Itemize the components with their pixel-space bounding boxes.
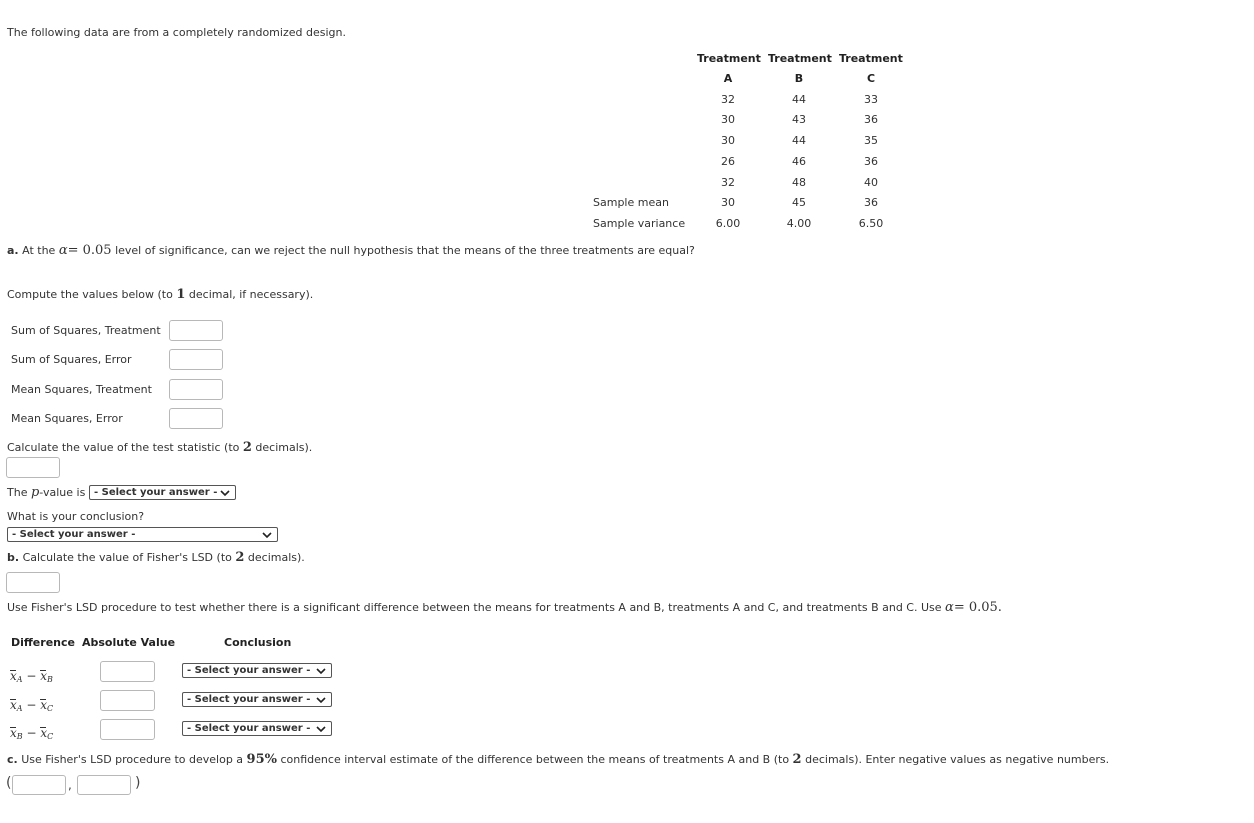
ci-close-paren: ) bbox=[135, 775, 141, 791]
part-a-question-pre: At the bbox=[22, 244, 56, 257]
part-c-post: decimals). Enter negative values as negative numbers. bbox=[805, 753, 1110, 766]
diff-bc-right: C bbox=[47, 732, 54, 741]
diff-ab-conclusion-select[interactable] bbox=[182, 663, 332, 678]
diff-ab-left: A bbox=[16, 675, 23, 684]
table-cell: 36 bbox=[864, 155, 878, 168]
ms-error-label: Mean Squares, Error bbox=[11, 412, 123, 425]
ms-treatment-label: Mean Squares, Treatment bbox=[11, 383, 152, 396]
part-c-pre: Use Fisher's LSD procedure to develop a bbox=[21, 753, 244, 766]
diff-ac-label: $x_A - x_C$ bbox=[10, 698, 54, 713]
pvalue-p: p bbox=[30, 485, 40, 500]
diff-bc-select-text: - Select your answer - bbox=[187, 723, 311, 734]
sample-mean-c: 36 bbox=[864, 196, 878, 209]
pvalue-label bbox=[7, 485, 85, 500]
sample-mean-label: Sample mean bbox=[593, 196, 669, 209]
part-a-question bbox=[7, 243, 695, 258]
col-b-header-top: Treatment bbox=[768, 52, 832, 65]
col-a-header-bottom: A bbox=[723, 72, 733, 85]
col-c-header-top: Treatment bbox=[839, 52, 903, 65]
alpha-symbol: α bbox=[58, 243, 68, 258]
table-cell: 30 bbox=[721, 134, 735, 147]
diff-ac-select-text: - Select your answer - bbox=[187, 694, 311, 705]
diff-ac-left: A bbox=[16, 704, 23, 713]
part-c-question bbox=[7, 752, 1109, 767]
diff-ab-right: B bbox=[47, 675, 53, 684]
diff-ac-right: C bbox=[47, 704, 54, 713]
chevron-down-icon bbox=[261, 529, 273, 541]
test-stat-pre: Calculate the value of the test statistic (to bbox=[7, 441, 240, 454]
table-cell: 30 bbox=[721, 113, 735, 126]
compute-post: decimal, if necessary). bbox=[188, 288, 314, 301]
col-conclusion-header: Conclusion bbox=[224, 636, 292, 649]
lsd-instruction bbox=[7, 600, 1002, 615]
ss-error-label: Sum of Squares, Error bbox=[11, 353, 132, 366]
compute-instruction bbox=[7, 287, 313, 302]
test-stat-instruction bbox=[7, 440, 312, 455]
part-a-letter: a. bbox=[7, 244, 19, 257]
table-cell: 40 bbox=[864, 176, 878, 189]
part-b-post: decimals). bbox=[247, 551, 305, 564]
col-c-header-bottom: C bbox=[866, 72, 876, 85]
diff-ab-label: $x_A - x_B$ bbox=[10, 669, 53, 684]
sample-variance-b: 4.00 bbox=[786, 217, 812, 230]
sample-mean-b: 45 bbox=[792, 196, 806, 209]
diff-bc-label: $x_B - x_C$ bbox=[10, 726, 54, 741]
lsd-alpha-value: = 0.05. bbox=[953, 600, 1002, 615]
diff-bc-left: B bbox=[16, 732, 23, 741]
table-cell: 36 bbox=[864, 113, 878, 126]
ms-treatment-input[interactable] bbox=[169, 379, 223, 400]
ms-error-input[interactable] bbox=[169, 408, 223, 429]
table-cell: 32 bbox=[721, 93, 735, 106]
chevron-down-icon bbox=[315, 723, 327, 735]
part-c-num: 2 bbox=[792, 752, 802, 767]
diff-ac-input[interactable] bbox=[100, 690, 155, 711]
ss-treatment-input[interactable] bbox=[169, 320, 223, 341]
part-b-letter: b. bbox=[7, 551, 20, 564]
part-b-num: 2 bbox=[235, 550, 245, 565]
conclusion-select[interactable] bbox=[7, 527, 278, 542]
table-cell: 43 bbox=[792, 113, 806, 126]
compute-pre: Compute the values below (to bbox=[7, 288, 173, 301]
alpha-value: = 0.05 bbox=[67, 243, 112, 258]
table-cell: 32 bbox=[721, 176, 735, 189]
col-b-header-bottom: B bbox=[794, 72, 804, 85]
pvalue-post: -value is bbox=[39, 486, 86, 499]
diff-ab-select-text: - Select your answer - bbox=[187, 665, 311, 676]
ci-open-paren: ( bbox=[6, 775, 12, 791]
col-a-header-top: Treatment bbox=[697, 52, 761, 65]
table-cell: 48 bbox=[792, 176, 806, 189]
lsd-input[interactable] bbox=[6, 572, 60, 593]
chevron-down-icon bbox=[219, 487, 231, 499]
table-cell: 44 bbox=[792, 93, 806, 106]
test-stat-post: decimals). bbox=[255, 441, 313, 454]
diff-bc-input[interactable] bbox=[100, 719, 155, 740]
compute-num: 1 bbox=[176, 287, 186, 302]
sample-mean-a: 30 bbox=[721, 196, 735, 209]
intro-text: The following data are from a completely randomized design. bbox=[7, 26, 346, 39]
conclusion-select-text: - Select your answer - bbox=[12, 529, 136, 540]
part-b-question bbox=[7, 550, 305, 565]
pvalue-pre: The bbox=[7, 486, 28, 499]
table-cell: 35 bbox=[864, 134, 878, 147]
ss-treatment-label: Sum of Squares, Treatment bbox=[11, 324, 161, 337]
pvalue-select[interactable] bbox=[89, 485, 236, 500]
col-absolute-header: Absolute Value bbox=[82, 636, 176, 649]
chevron-down-icon bbox=[315, 694, 327, 706]
test-stat-input[interactable] bbox=[6, 457, 60, 478]
diff-ab-input[interactable] bbox=[100, 661, 155, 682]
conclusion-question: What is your conclusion? bbox=[7, 510, 145, 523]
ss-error-input[interactable] bbox=[169, 349, 223, 370]
part-a-question-post: level of significance, can we reject the null hypothesis that the means of the three treatments are equal? bbox=[115, 244, 695, 257]
part-c-letter: c. bbox=[7, 753, 18, 766]
part-b-pre: Calculate the value of Fisher's LSD (to bbox=[22, 551, 232, 564]
part-c-pct: 95% bbox=[246, 752, 277, 767]
test-stat-num: 2 bbox=[242, 440, 252, 455]
col-difference-header: Difference bbox=[11, 636, 75, 649]
table-cell: 26 bbox=[721, 155, 735, 168]
ci-upper-input[interactable] bbox=[77, 775, 131, 795]
diff-bc-conclusion-select[interactable] bbox=[182, 721, 332, 736]
table-cell: 46 bbox=[792, 155, 806, 168]
ci-comma: , bbox=[68, 778, 72, 792]
diff-ac-conclusion-select[interactable] bbox=[182, 692, 332, 707]
table-cell: 33 bbox=[864, 93, 878, 106]
table-cell: 44 bbox=[792, 134, 806, 147]
lsd-instruction-text: Use Fisher's LSD procedure to test whether there is a significant difference between the means for treatments A and B, treatments A and C, and treatments B and C. Use bbox=[7, 601, 942, 614]
ci-lower-input[interactable] bbox=[12, 775, 66, 795]
alpha-symbol: α bbox=[945, 600, 954, 615]
part-c-mid: confidence interval estimate of the difference between the means of treatments A and B (to bbox=[280, 753, 790, 766]
sample-variance-label: Sample variance bbox=[593, 217, 686, 230]
pvalue-select-text: - Select your answer - bbox=[94, 487, 218, 498]
chevron-down-icon bbox=[315, 665, 327, 677]
sample-variance-c: 6.50 bbox=[858, 217, 884, 230]
sample-variance-a: 6.00 bbox=[715, 217, 741, 230]
